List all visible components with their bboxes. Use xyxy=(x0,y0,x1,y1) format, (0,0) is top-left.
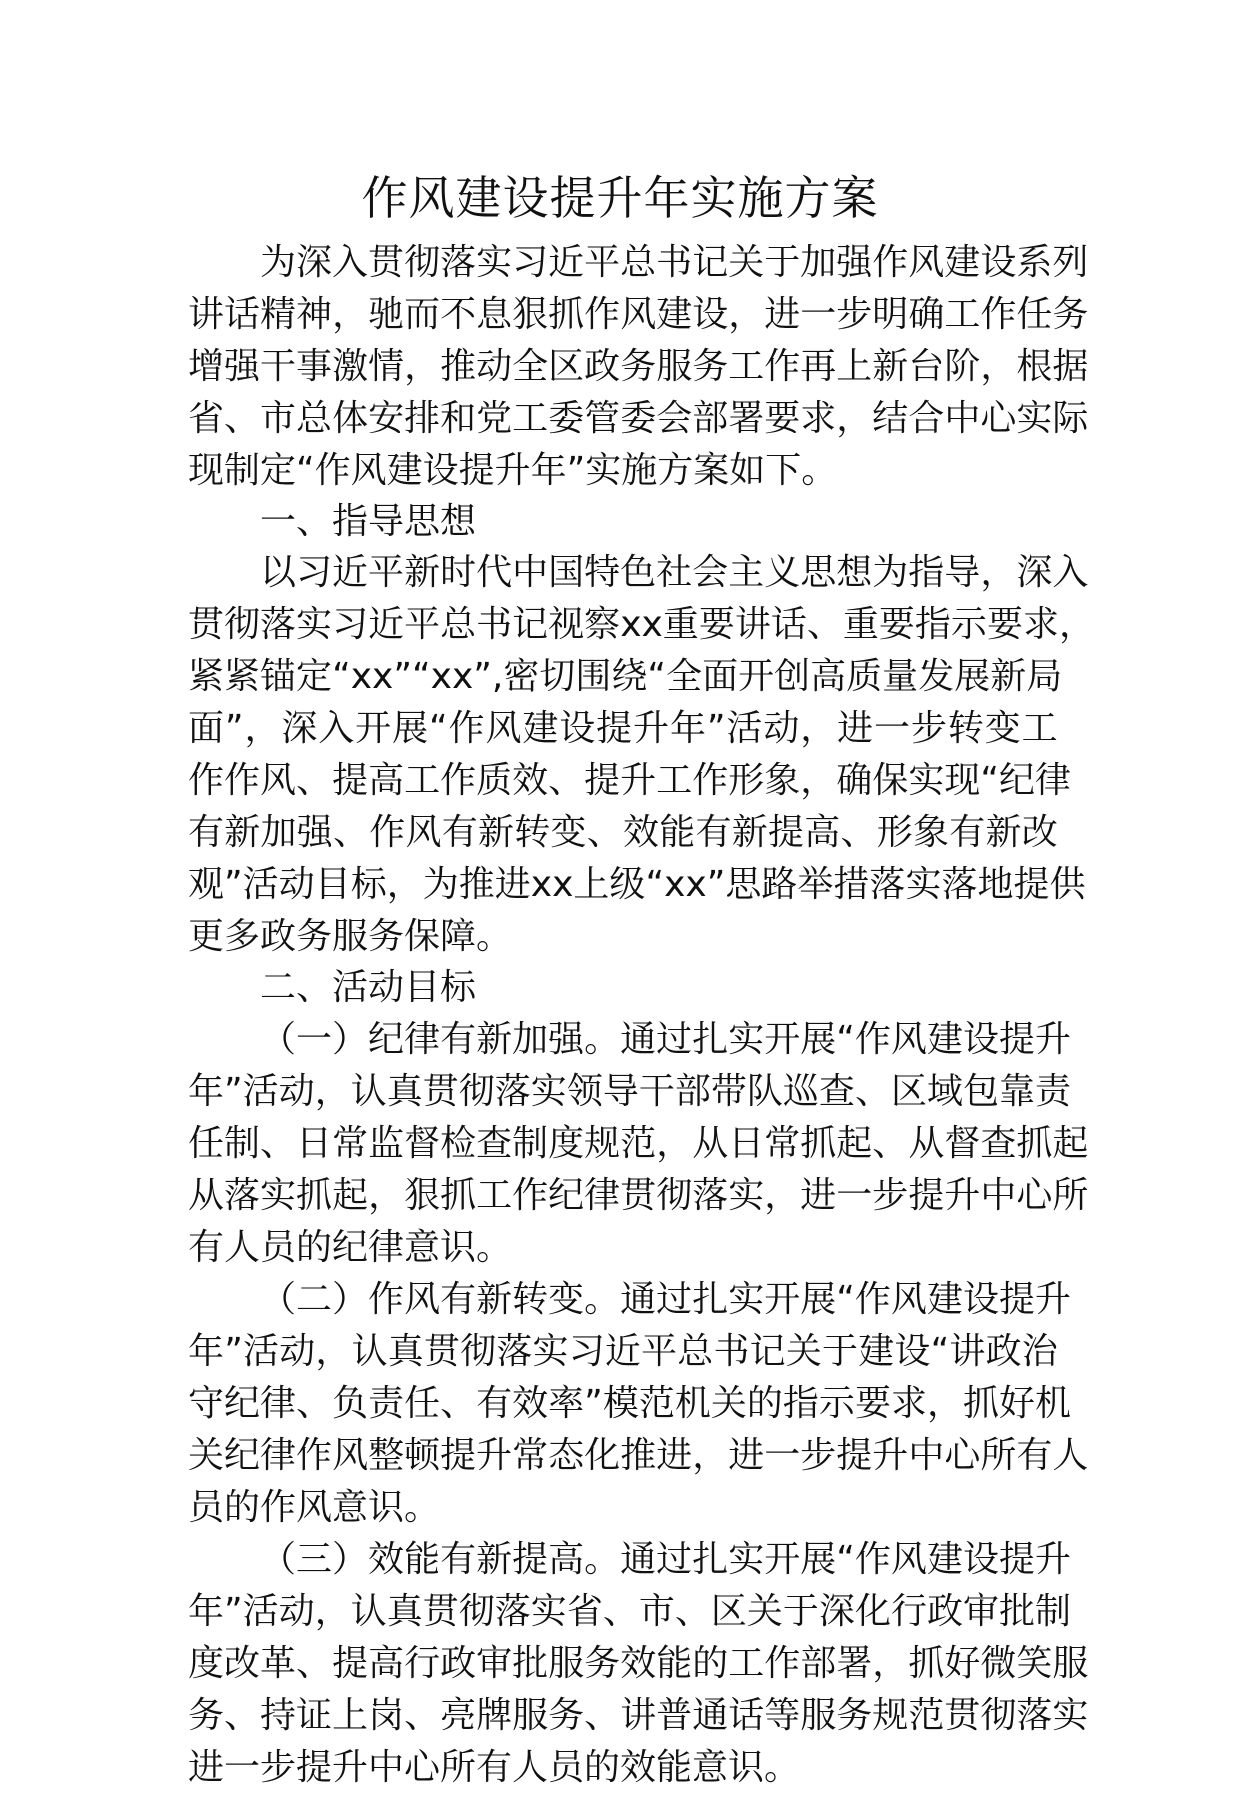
body-line: 守 纪 律 、 负 责 任 、 有 效 率 ” 模 范 机 关 的 指 示 要 求 ， 抓 好 机 xyxy=(188,1383,1072,1424)
body-line: 从 落 实 抓 起 ， 狠 抓 工 作 纪 律 贯 彻 落 实 ， 进 一 步 提 升 中 心 所 xyxy=(188,1175,1089,1216)
body-line: 面 ” ， 深 入 开 展 “ 作 风 建 设 提 升 年 ” 活 动 ， 进 一 步 转 变 工 xyxy=(188,708,1058,749)
body-line: 增 强 干 事 激 情 ， 推 动 全 区 政 务 服 务 工 作 再 上 新 台 阶 ， 根 据 xyxy=(188,346,1089,387)
body-line: （ 一 ） 纪 律 有 新 加 强 。 通 过 扎 实 开 展 “ 作 风 建 设 提 升 xyxy=(260,1019,1071,1060)
body-line: 任 制 、 日 常 监 督 检 查 制 度 规 范 ， 从 日 常 抓 起 、 从 督 查 抓 起 xyxy=(188,1123,1089,1164)
body-line: 年 ” 活 动 ， 认 真 贯 彻 落 实 省 、 市 、 区 关 于 深 化 行 政 审 批 制 xyxy=(188,1591,1072,1632)
body-line: 现制定“作风建设提升年”实施方案如下。 xyxy=(188,450,838,491)
body-line: 度 改 革 、 提 高 行 政 审 批 服 务 效 能 的 工 作 部 署 ， 抓 好 微 笑 服 xyxy=(188,1643,1089,1684)
body-line: 务 、 持 证 上 岗 、 亮 牌 服 务 、 讲 普 通 话 等 服 务 规 范 贯 彻 落 实 xyxy=(188,1695,1089,1736)
body-line: 作 作 风 、 提 高 工 作 质 效 、 提 升 工 作 形 象 ， 确 保 实 现 “ 纪 律 xyxy=(188,760,1072,801)
body-line: 紧 紧 锚 定 “ xx ” “ xx ” , 密 切 围 绕 “ 全 面 开 创 高 质 量 发 展 新 局 xyxy=(188,656,1063,697)
body-line: 省 、 市 总 体 安 排 和 党 工 委 管 委 会 部 署 要 求 ， 结 合 中 心 实 际 xyxy=(188,398,1089,439)
body-line: 员的作风意识。 xyxy=(188,1487,441,1528)
body-line: 观 ” 活 动 目 标 ， 为 推 进 xx 上 级 “ xx ” 思 路 举 措 落 实 落 地 提 供 xyxy=(188,864,1086,905)
body-line: （ 三 ） 效 能 有 新 提 高 。 通 过 扎 实 开 展 “ 作 风 建 设 提 升 xyxy=(260,1539,1071,1580)
body-line: 为 深 入 贯 彻 落 实 习 近 平 总 书 记 关 于 加 强 作 风 建 设 系 列 xyxy=(260,242,1089,283)
body-line: 有人员的纪律意识。 xyxy=(188,1227,513,1268)
document-title: 作风建设提升年实施方案 xyxy=(361,171,879,225)
body-line: 一、指导思想 xyxy=(260,501,477,542)
body-line: 更多政务服务保障。 xyxy=(188,916,513,957)
body-line: 有 新 加 强 、 作 风 有 新 转 变 、 效 能 有 新 提 高 、 形 象 有 新 改 xyxy=(188,812,1058,853)
body-line: 二、活动目标 xyxy=(260,967,477,1008)
body-line: 贯 彻 落 实 习 近 平 总 书 记 视 察 xx 重 要 讲 话 、 重 要 指 示 要 求 ， xyxy=(188,604,1095,645)
body-line: 以 习 近 平 新 时 代 中 国 特 色 社 会 主 义 思 想 为 指 导 ， 深 入 xyxy=(260,552,1089,593)
body-line: 年 ” 活 动 ， 认 真 贯 彻 落 实 领 导 干 部 带 队 巡 查 、 区 域 包 靠 责 xyxy=(188,1071,1072,1112)
body-line: 年 ” 活 动 ， 认 真 贯 彻 落 实 习 近 平 总 书 记 关 于 建 设 “ 讲 政 治 xyxy=(188,1331,1058,1372)
body-line: 讲 话 精 神 ， 驰 而 不 息 狠 抓 作 风 建 设 ， 进 一 步 明 确 工 作 任 务 xyxy=(188,294,1089,335)
body-line: 进一步提升中心所有人员的效能意识。 xyxy=(188,1747,801,1788)
body-line: （ 二 ） 作 风 有 新 转 变 。 通 过 扎 实 开 展 “ 作 风 建 设 提 升 xyxy=(260,1279,1071,1320)
body-line: 关 纪 律 作 风 整 顿 提 升 常 态 化 推 进 ， 进 一 步 提 升 中 心 所 有 人 xyxy=(188,1435,1089,1476)
